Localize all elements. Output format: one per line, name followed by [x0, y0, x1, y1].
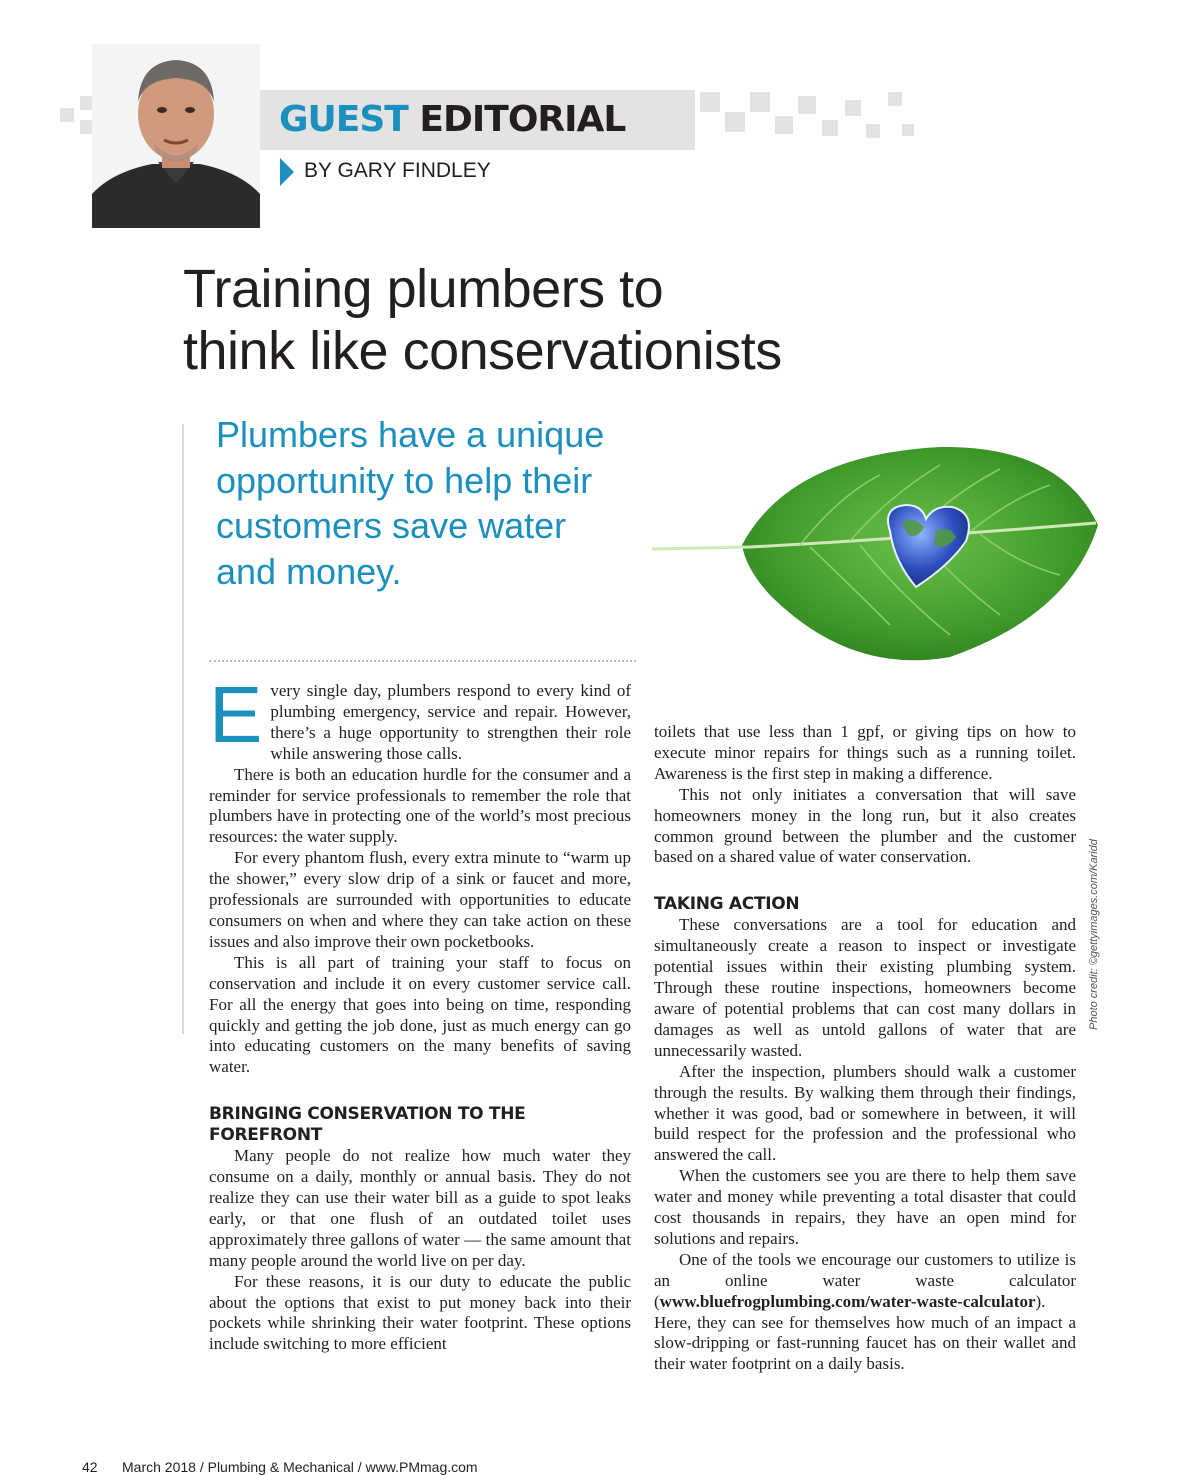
- dotted-divider: [209, 660, 636, 662]
- byline-arrow-icon: [280, 158, 294, 186]
- paragraph: [654, 1250, 1076, 1375]
- left-rule: [182, 424, 184, 1034]
- paragraph: After the inspection, plumbers should walk a customer through the results. By walking them through their findings, whether it was good, bad or somewhere in between, it will build respect for the profession and the professional who answered the call.: [654, 1061, 1076, 1165]
- paragraph: very single day, plumbers respond to every kind of plumbing emergency, service and repair. However, there’s a huge opportunity to strengthen their role while answering those calls.: [270, 681, 631, 763]
- paragraph: For every phantom flush, every extra minute to “warm up the shower,” every slow drip of a sink or faucet and more, professionals are surrounded with opportunities to educate consumers on when and where they can take action on these issues and also improve their own pocketbooks.: [209, 848, 631, 951]
- paragraph: When the customers see you are there to help them save water and money while preventing a total disaster that could cost thousands in repairs, they have an open mind for solutions and repairs.: [654, 1166, 1076, 1248]
- body-column-2: [654, 722, 1076, 1375]
- page-number: 42: [82, 1459, 98, 1475]
- paragraph: Many people do not realize how much water they consume on a daily, monthly or annual basis. They do not realize they can use their water bill as a guide to spot leaks early, or that one flush of an outdated toilet uses approximately three gallons of water — the same amount that many people around the world live on per day.: [209, 1146, 631, 1270]
- body-column-1: [209, 670, 631, 1355]
- paragraph-text: ). Here, they can see for themselves how much of an impact a slow-dripping or fast-running faucet has on their wallet and their water footprint on a daily basis.: [654, 1291, 1076, 1374]
- title-line-1: Training plumbers to: [183, 259, 664, 319]
- leaf-earth-illustration: [650, 435, 1100, 675]
- drop-cap: E: [209, 670, 263, 759]
- author-photo: [92, 44, 260, 228]
- paragraph: These conversations are a tool for education and simultaneously create a reason to inspect or investigate potential issues within their existing plumbing system. Through these routine inspections, homeowners become aware of potential problems that can cost many dollars in damages as well as untold gallons of water that are unnecessarily wasted.: [654, 915, 1076, 1060]
- issue-info: March 2018 / Plumbing & Mechanical / www.PMmag.com: [122, 1459, 478, 1475]
- paragraph: toilets that use less than 1 gpf, or giving tips on how to execute minor repairs for things such as a running toilet. Awareness is the first step in making a difference.: [654, 722, 1076, 783]
- paragraph: This not only initiates a conversation that will save homeowners money in the long run, but it also creates common ground between the plumber and the customer based on a shared value of water conservation.: [654, 784, 1076, 867]
- subhead-bringing-conservation: BRINGING CONSERVATION TO THE FOREFRONT: [209, 1104, 526, 1146]
- article-title: [183, 258, 1083, 382]
- photo-credit: Photo credit: ©gettyimages.com/Karidd: [1088, 839, 1100, 1030]
- paragraph: For these reasons, it is our duty to educate the public about the options that exist to put money back into their pockets while shrinking their water footprint. These options include switching to more efficient: [209, 1271, 631, 1354]
- page-footer: [82, 1459, 478, 1475]
- paragraph: There is both an education hurdle for the consumer and a reminder for service professionals to remember the role that plumbers have in protecting one of the world’s most precious resources: the water supply.: [209, 764, 631, 847]
- kicker-editorial: EDITORIAL: [419, 99, 626, 140]
- paragraph: This is all part of training your staff to focus on conservation and include it on every customer service call. For all the energy that goes into being on time, responding quickly and getting the job done, just as much energy can go into educating customers on the many benefits of saving water.: [209, 952, 631, 1077]
- section-kicker: [279, 96, 625, 144]
- byline: BY GARY FINDLEY: [304, 159, 491, 182]
- title-line-2: think like conservationists: [183, 321, 782, 381]
- article-deck: Plumbers have a unique opportunity to help their customers save water and money.: [216, 414, 605, 592]
- calculator-link[interactable]: www.bluefrogplumbing.com/water-waste-calculator: [659, 1291, 1036, 1311]
- subhead-taking-action: TAKING ACTION: [654, 894, 800, 915]
- paragraph-text: One of the tools we encourage our customers to utilize is an online water waste calculator (: [654, 1249, 1076, 1311]
- kicker-guest: GUEST: [279, 99, 408, 140]
